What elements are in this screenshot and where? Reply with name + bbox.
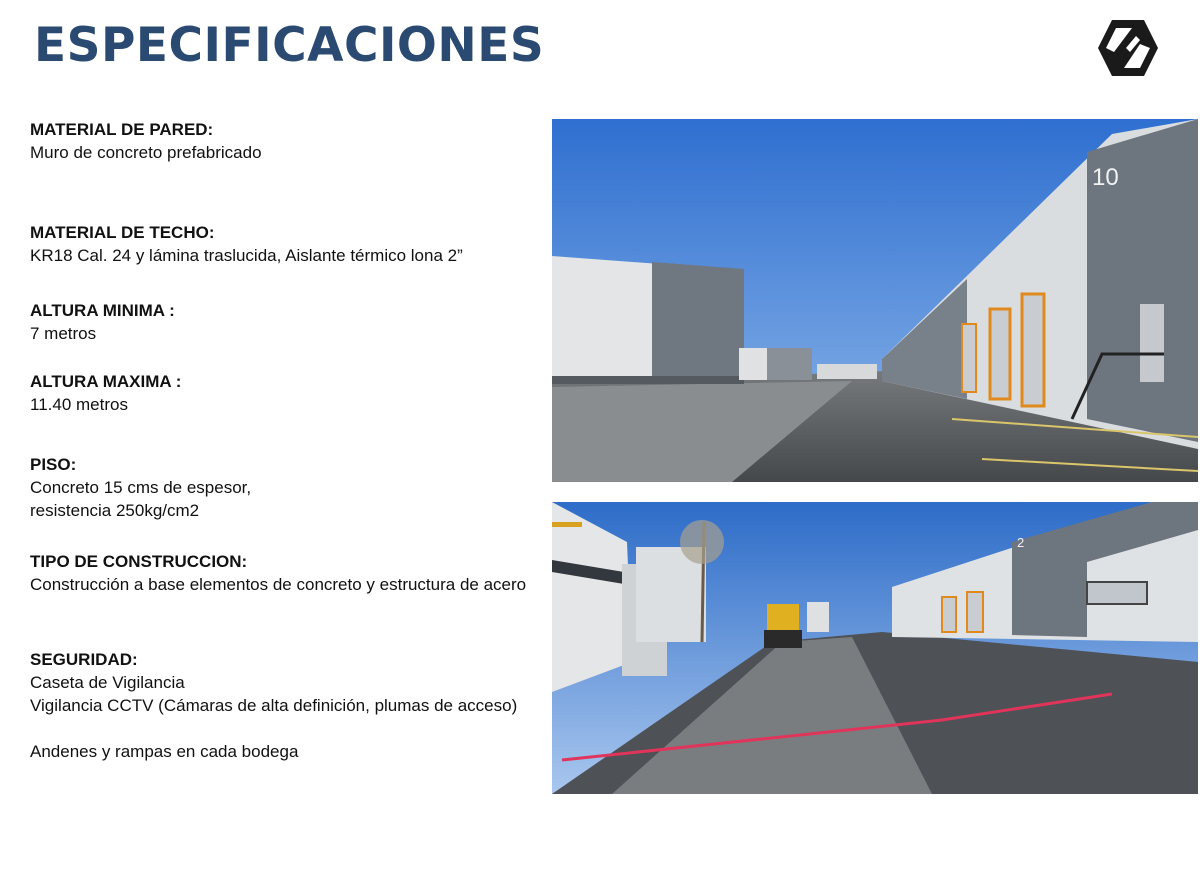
spec-heading: PISO: <box>30 455 77 474</box>
photo-warehouse-street-top <box>552 119 1198 482</box>
spec-construction-type <box>30 550 530 596</box>
spec-security <box>30 648 530 763</box>
spec-heading: TIPO DE CONSTRUCCION: <box>30 552 248 571</box>
spec-heading: MATERIAL DE PARED: <box>30 120 214 139</box>
spec-value: 7 metros <box>30 324 97 343</box>
spec-wall-material <box>30 118 530 164</box>
building-number: 10 <box>1092 164 1119 191</box>
spec-floor <box>30 453 530 522</box>
spec-roof-material <box>30 221 530 267</box>
spec-heading: ALTURA MAXIMA : <box>30 372 182 391</box>
page-title: ESPECIFICACIONES <box>34 18 545 73</box>
company-logo-icon <box>1096 18 1160 78</box>
spec-value: Vigilancia CCTV (Cámaras de alta definición, plumas de acceso) <box>30 696 518 715</box>
spec-spacer <box>30 717 530 740</box>
spec-heading: SEGURIDAD: <box>30 650 138 669</box>
spec-value: 11.40 metros <box>30 395 128 414</box>
spec-value: Construcción a base elementos de concreto y estructura de acero <box>30 575 527 594</box>
spec-value: Caseta de Vigilancia <box>30 673 185 692</box>
spec-value: resistencia 250kg/cm2 <box>30 501 200 520</box>
spec-heading: MATERIAL DE TECHO: <box>30 223 215 242</box>
spec-value: KR18 Cal. 24 y lámina traslucida, Aislante térmico lona 2” <box>30 246 463 265</box>
spec-heading: ALTURA MINIMA : <box>30 301 175 320</box>
photo-warehouse-street-bottom <box>552 502 1198 794</box>
spec-value: Muro de concreto prefabricado <box>30 143 262 162</box>
spec-min-height <box>30 299 530 345</box>
building-number: 2 <box>1017 535 1025 550</box>
spec-max-height <box>30 370 530 416</box>
spec-value: Andenes y rampas en cada bodega <box>30 742 299 761</box>
spec-value: Concreto 15 cms de espesor, <box>30 478 252 497</box>
